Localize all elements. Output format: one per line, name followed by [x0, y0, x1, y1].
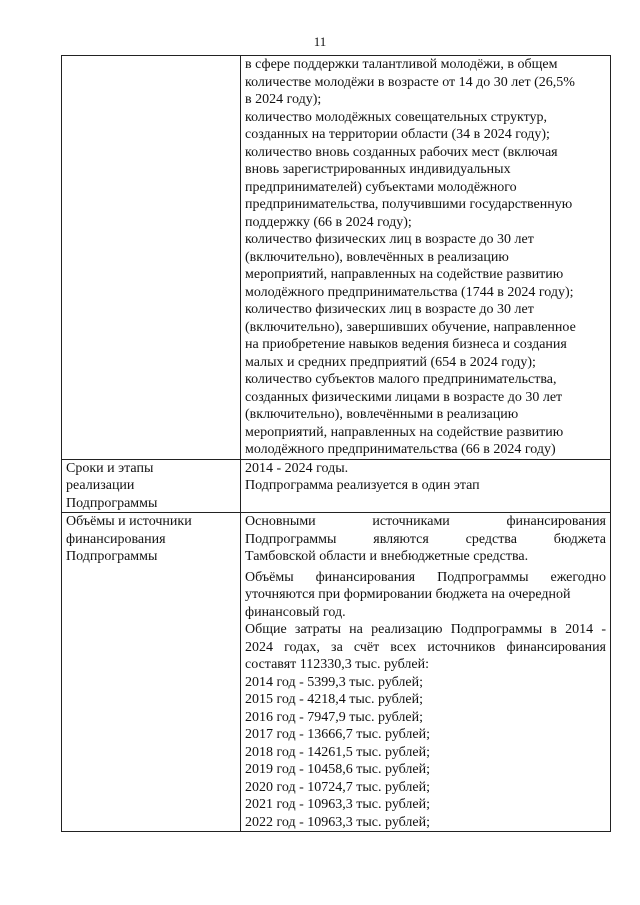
- text-line: созданных физическими лицами в возрасте до 30 лет: [245, 389, 563, 405]
- text-line: в 2024 году);: [245, 92, 322, 107]
- funding-year-line: 2022 год - 10963,3 тыс. рублей;: [245, 814, 431, 830]
- funding-year-line: 2014 год - 5399,3 тыс. рублей;: [245, 674, 424, 690]
- text-line: составят 112330,3 тыс. рублей:: [245, 657, 429, 672]
- passport-table: [61, 55, 611, 832]
- row-3-label-cell: [62, 513, 241, 832]
- text-line: предпринимателей) субъектами молодёжного: [245, 179, 517, 195]
- table-row-indicators: [62, 56, 611, 460]
- text-line: количестве молодёжи в возрасте от 14 до 30 лет (26,5%: [245, 74, 575, 90]
- row-2-label-cell: [62, 459, 241, 513]
- text-line: (включительно), завершивших обучение, направленное: [245, 319, 576, 335]
- text-line: (включительно), вовлечёнными в реализацию: [245, 407, 519, 422]
- text-line: 2024 годах, за счёт всех источников финансирования: [245, 639, 606, 655]
- row-2-value-cell: [241, 459, 611, 513]
- text-line: созданных на территории области (34 в 2024 году);: [245, 127, 550, 142]
- row-1-value-cell: [241, 56, 611, 460]
- text-line: поддержку (66 в 2024 году);: [245, 214, 412, 230]
- text-line: 2014 - 2024 годы.: [245, 460, 349, 476]
- label-line: реализации: [66, 478, 135, 493]
- text-line: количество физических лиц в возрасте до 30 лет: [245, 302, 534, 317]
- text-line: Подпрограмма реализуется в один этап: [245, 478, 480, 493]
- row-1-label-cell: [62, 56, 241, 460]
- funding-year-line: 2020 год - 10724,7 тыс. рублей;: [245, 779, 431, 795]
- text-line: Общие затраты на реализацию Подпрограммы в 2014 -: [245, 622, 606, 637]
- text-line: мероприятий, направленных на содействие развитию: [245, 267, 564, 282]
- funding-year-line: 2017 год - 13666,7 тыс. рублей;: [245, 727, 431, 742]
- text-line: малых и средних предприятий (654 в 2024 году);: [245, 354, 536, 370]
- funding-year-line: 2015 год - 4218,4 тыс. рублей;: [245, 692, 424, 707]
- funding-year-line: 2016 год - 7947,9 тыс. рублей;: [245, 709, 424, 725]
- funding-year-line: 2021 год - 10963,3 тыс. рублей;: [245, 797, 431, 812]
- label-line: Сроки и этапы: [66, 460, 154, 476]
- table-row-timeline: [62, 459, 611, 513]
- text-line: Подпрограммы являются средства бюджета: [245, 531, 606, 547]
- label-line: Подпрограммы: [66, 495, 158, 511]
- text-line: молодёжного предпринимательства (66 в 2024 году): [245, 442, 556, 457]
- text-line: Тамбовской области и внебюджетные средства.: [245, 549, 529, 564]
- text-line: вновь зарегистрированных индивидуальных: [245, 162, 511, 177]
- funding-year-line: 2019 год - 10458,6 тыс. рублей;: [245, 762, 431, 777]
- text-line: предпринимательства, получившими государственную: [245, 197, 573, 212]
- text-line: финансовый год.: [245, 604, 346, 620]
- text-line: количество физических лиц в возрасте до 30 лет: [245, 232, 534, 247]
- label-line: финансирования: [66, 531, 166, 547]
- text-line: уточняются при формировании бюджета на очередной: [245, 587, 571, 602]
- text-line: количество вновь созданных рабочих мест (включая: [245, 144, 558, 160]
- label-line: Подпрограммы: [66, 549, 158, 564]
- label-line: Объёмы и источники: [66, 514, 192, 529]
- text-line: количество субъектов малого предпринимательства,: [245, 372, 557, 387]
- funding-year-line: 2018 год - 14261,5 тыс. рублей;: [245, 744, 431, 760]
- text-line: (включительно), вовлечённых в реализацию: [245, 249, 509, 265]
- text-line: на приобретение навыков ведения бизнеса и создания: [245, 337, 567, 352]
- text-line: Основными источниками финансирования: [245, 514, 606, 529]
- text-line: молодёжного предпринимательства (1744 в 2024 году);: [245, 284, 574, 300]
- row-3-value-cell: [241, 513, 611, 832]
- text-line: количество молодёжных совещательных структур,: [245, 109, 548, 125]
- text-line: мероприятий, направленных на содействие развитию: [245, 424, 564, 440]
- page-number: 11: [313, 34, 327, 49]
- text-line: в сфере поддержки талантливой молодёжи, в общем: [245, 57, 558, 72]
- table-row-funding: [62, 513, 611, 832]
- text-line: Объёмы финансирования Подпрограммы ежегодно: [245, 569, 606, 585]
